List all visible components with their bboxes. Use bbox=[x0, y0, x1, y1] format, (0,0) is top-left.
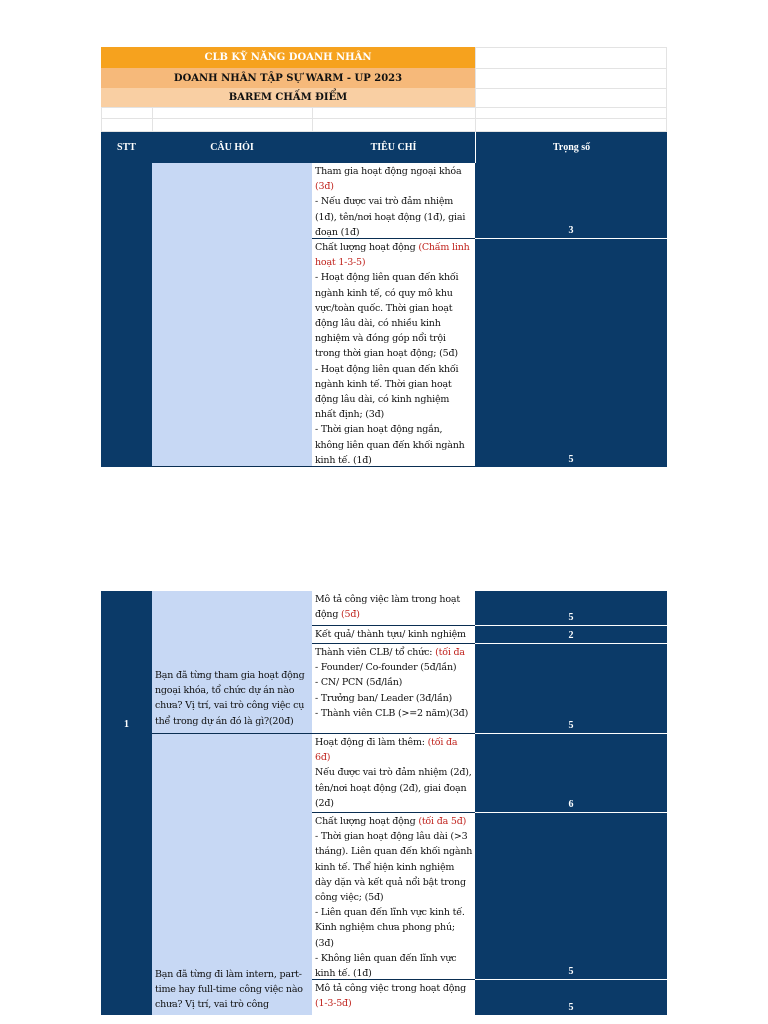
weight-cell: 5 bbox=[475, 591, 667, 626]
club-banner: CLB KỸ NĂNG DOANH NHÂN bbox=[101, 47, 475, 68]
gridline bbox=[475, 47, 667, 48]
question-cell bbox=[152, 591, 312, 734]
weight-cell: 5 bbox=[475, 644, 667, 734]
gridline bbox=[666, 47, 667, 132]
gridline bbox=[475, 88, 667, 89]
gridline bbox=[475, 47, 476, 132]
gridline bbox=[101, 107, 102, 132]
gridline bbox=[101, 107, 667, 108]
weight-cell: 3 bbox=[475, 163, 667, 239]
gridline bbox=[312, 107, 313, 132]
criteria-cell: Chất lượng hoạt động (tối đa 5đ) - Thời gian hoạt động lâu dài (>3 tháng). Liên quan đến khối ngành kinh tế. Thể hiện kinh nghiệm dày dặn và kết quả nổi bật trong công việc; (5đ) - Liên quan đến lĩnh vực kinh tế. Kinh nghiệm chưa phong phú; (3đ) - Không liên quan đến lĩnh vực kinh tế. (1đ) bbox=[312, 813, 475, 980]
question-text: Bạn đã từng tham gia hoạt động ngoại khóa, tổ chức dự án nào chưa? Vị trí, vai trò công việc cụ thể trong dự án đó là gì?(20đ) bbox=[155, 670, 305, 727]
stt-cell bbox=[101, 591, 152, 1015]
title-banner: BAREM CHẤM ĐIỂM bbox=[101, 88, 475, 107]
weight-cell: 6 bbox=[475, 734, 667, 813]
stt-cell bbox=[101, 163, 152, 467]
criteria-cell: Kết quả/ thành tựu/ kinh nghiệm bbox=[312, 626, 475, 644]
criteria-cell: Hoạt động đi làm thêm: (tối đa 6đ) Nếu được vai trò đảm nhiệm (2đ), tên/nơi hoạt động (2đ), giai đoạn (2đ) bbox=[312, 734, 475, 813]
criteria-cell: Tham gia hoạt động ngoại khóa (3đ) - Nếu được vai trò đảm nhiệm (1đ), tên/nơi hoạt động (1đ), giai đoạn (1đ) bbox=[312, 163, 475, 239]
header-weight: Trọng số bbox=[475, 132, 667, 163]
weight-cell: 2 bbox=[475, 626, 667, 644]
criteria-cell: Mô tả công việc trong hoạt động (1-3-5đ) bbox=[312, 980, 475, 1015]
header-stt: STT bbox=[101, 132, 152, 163]
criteria-cell: Chất lượng hoạt động (Chấm linh hoạt 1-3-5) - Hoạt động liên quan đến khối ngành kinh tế, có quy mô khu vực/toàn quốc. Thời gian hoạt động lâu dài, có nhiều kinh nghiệm và đóng góp nổi trội trong thời gian hoạt động; (5đ) - Hoạt động liên quan đến khối ngành kinh tế. Thời gian hoạt động lâu dài, có kinh nghiệm nhất định; (3đ) - Thời gian hoạt động ngắn, không liên quan đến khối ngành kinh tế. (1đ) bbox=[312, 239, 475, 467]
question-text: Bạn đã từng đi làm intern, part-time hay full-time công việc nào chưa? Vị trí, vai trò công bbox=[155, 969, 303, 1011]
stt-number: 1 bbox=[124, 719, 129, 730]
weight-cell: 5 bbox=[475, 813, 667, 980]
gridline bbox=[101, 118, 667, 119]
gridline bbox=[475, 68, 667, 69]
header-question: CÂU HỎI bbox=[152, 132, 312, 163]
program-banner: DOANH NHÂN TẬP SỰ WARM - UP 2023 bbox=[101, 68, 475, 88]
gridline bbox=[152, 107, 153, 132]
weight-cell: 5 bbox=[475, 239, 667, 467]
criteria-cell: Mô tả công việc làm trong hoạt động (5đ) bbox=[312, 591, 475, 626]
weight-cell: 5 bbox=[475, 980, 667, 1015]
question-cell bbox=[152, 163, 312, 467]
question-cell bbox=[152, 734, 312, 1015]
header-criteria: TIÊU CHÍ bbox=[312, 132, 475, 163]
criteria-cell: Thành viên CLB/ tổ chức: (tối đa - Founder/ Co-founder (5đ/lần) - CN/ PCN (5đ/lần) - Trưởng ban/ Leader (3đ/lần) - Thành viên CLB (>=2 năm)(3đ) bbox=[312, 644, 475, 734]
